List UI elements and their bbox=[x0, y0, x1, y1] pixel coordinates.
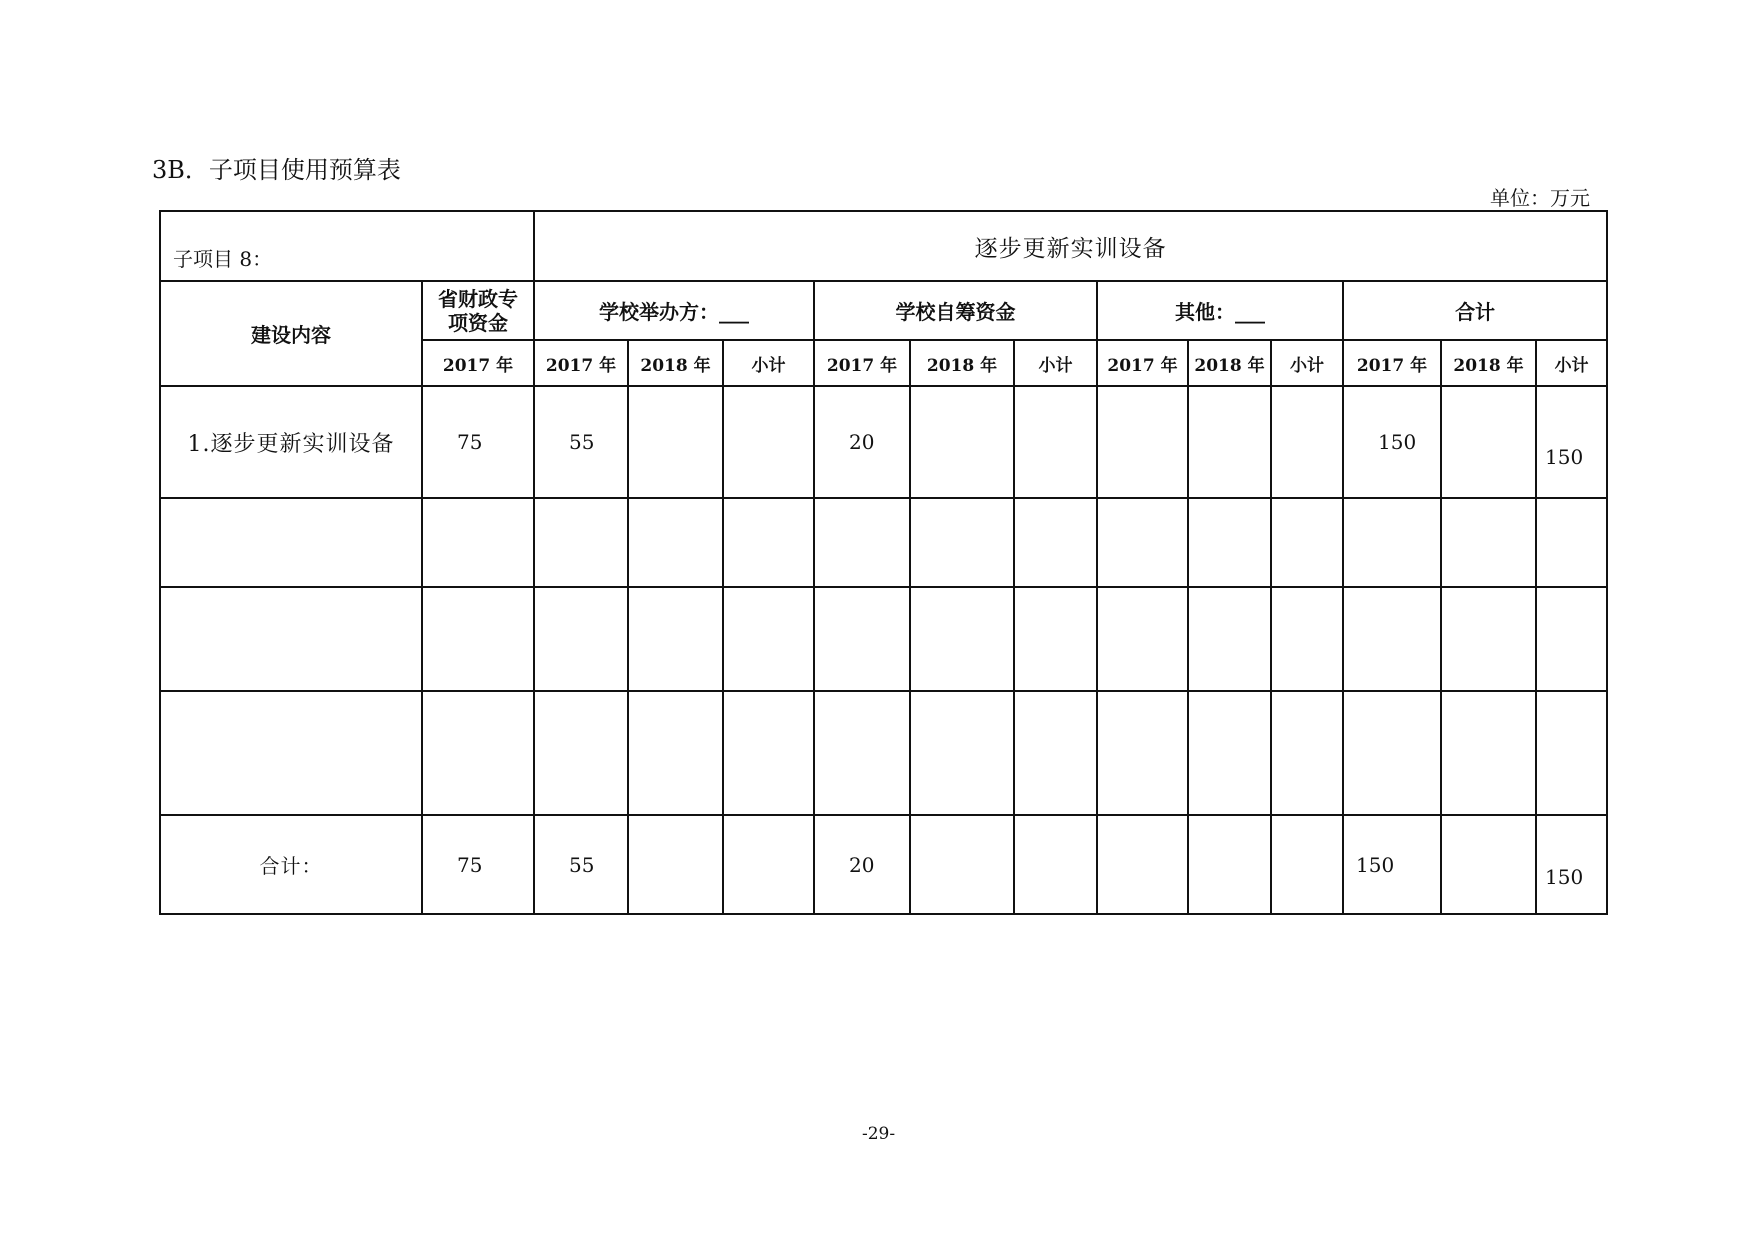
empty-cell bbox=[1097, 691, 1188, 815]
empty-cell bbox=[1271, 498, 1343, 587]
empty-cell bbox=[723, 498, 814, 587]
sum-provincial-2017: 75 bbox=[422, 815, 534, 914]
row-other-2017 bbox=[1097, 386, 1188, 498]
empty-cell bbox=[1343, 498, 1441, 587]
subtotal-header: 小计 bbox=[1271, 340, 1343, 386]
empty-cell bbox=[910, 498, 1014, 587]
empty-cell bbox=[422, 498, 534, 587]
col-provincial-header: 省财政专项资金 bbox=[422, 281, 534, 340]
page-number: -29- bbox=[862, 1124, 896, 1144]
subproject-label: 子项目 8： bbox=[160, 211, 534, 281]
table-row bbox=[160, 386, 1607, 498]
sum-self-2017: 20 bbox=[814, 815, 910, 914]
empty-cell bbox=[160, 691, 422, 815]
empty-cell bbox=[628, 691, 723, 815]
empty-cell bbox=[534, 587, 628, 691]
empty-cell bbox=[1536, 587, 1607, 691]
empty-cell bbox=[1343, 587, 1441, 691]
table-heading: 3B．子项目使用预算表 bbox=[152, 156, 401, 184]
empty-cell bbox=[1097, 498, 1188, 587]
empty-cell bbox=[160, 498, 422, 587]
empty-cell bbox=[422, 587, 534, 691]
row-other-2018 bbox=[1188, 386, 1271, 498]
year-2017-header: 2017 年 bbox=[1097, 340, 1188, 386]
row-total-2018 bbox=[1441, 386, 1536, 498]
empty-cell bbox=[1097, 587, 1188, 691]
empty-cell bbox=[814, 691, 910, 815]
empty-cell bbox=[1536, 691, 1607, 815]
empty-cell bbox=[1188, 587, 1271, 691]
col-other-header: 其他：___ bbox=[1097, 281, 1343, 340]
row-self-subtotal bbox=[1014, 386, 1097, 498]
sum-sponsor-2018 bbox=[628, 815, 723, 914]
subproject-row bbox=[160, 211, 1607, 281]
col-school-self-header: 学校自筹资金 bbox=[814, 281, 1097, 340]
year-2017-header: 2017 年 bbox=[1343, 340, 1441, 386]
empty-cell bbox=[723, 587, 814, 691]
empty-cell bbox=[628, 498, 723, 587]
empty-cell bbox=[422, 691, 534, 815]
row-sponsor-2017: 55 bbox=[534, 386, 628, 498]
empty-cell bbox=[723, 691, 814, 815]
col-content-header: 建设内容 bbox=[160, 281, 422, 386]
empty-cell bbox=[1271, 691, 1343, 815]
empty-cell bbox=[910, 587, 1014, 691]
row-sponsor-subtotal bbox=[723, 386, 814, 498]
empty-cell bbox=[1271, 587, 1343, 691]
sum-sponsor-subtotal bbox=[723, 815, 814, 914]
col-school-sponsor-header: 学校举办方：___ bbox=[534, 281, 814, 340]
sum-total-2017: 150 bbox=[1343, 815, 1441, 914]
row-sponsor-2018 bbox=[628, 386, 723, 498]
empty-cell bbox=[814, 498, 910, 587]
empty-cell bbox=[1014, 691, 1097, 815]
empty-cell bbox=[1343, 691, 1441, 815]
sum-row bbox=[160, 815, 1607, 914]
row-self-2018 bbox=[910, 386, 1014, 498]
sum-self-subtotal bbox=[1014, 815, 1097, 914]
header-row bbox=[160, 281, 1607, 340]
empty-cell bbox=[1188, 498, 1271, 587]
subtotal-header: 小计 bbox=[723, 340, 814, 386]
row-other-subtotal bbox=[1271, 386, 1343, 498]
sum-other-subtotal bbox=[1271, 815, 1343, 914]
sum-total-2018 bbox=[1441, 815, 1536, 914]
row-self-2017: 20 bbox=[814, 386, 910, 498]
subtotal-header: 小计 bbox=[1536, 340, 1607, 386]
row-provincial-2017: 75 bbox=[422, 386, 534, 498]
empty-cell bbox=[1536, 498, 1607, 587]
table-row bbox=[160, 587, 1607, 691]
col-total-header: 合计 bbox=[1343, 281, 1607, 340]
empty-cell bbox=[1441, 498, 1536, 587]
sum-other-2017 bbox=[1097, 815, 1188, 914]
year-2017-header: 2017 年 bbox=[814, 340, 910, 386]
year-2018-header: 2018 年 bbox=[628, 340, 723, 386]
year-2017-header: 2017 年 bbox=[534, 340, 628, 386]
subproject-name: 逐步更新实训设备 bbox=[534, 211, 1607, 281]
empty-cell bbox=[160, 587, 422, 691]
table-row bbox=[160, 498, 1607, 587]
unit-label: 单位：万元 bbox=[1490, 186, 1590, 210]
empty-cell bbox=[534, 691, 628, 815]
empty-cell bbox=[1188, 691, 1271, 815]
table-row bbox=[160, 691, 1607, 815]
year-2018-header: 2018 年 bbox=[910, 340, 1014, 386]
sum-label: 合计： bbox=[160, 815, 422, 914]
empty-cell bbox=[628, 587, 723, 691]
budget-table bbox=[159, 210, 1608, 915]
empty-cell bbox=[534, 498, 628, 587]
sum-self-2018 bbox=[910, 815, 1014, 914]
year-2017-header: 2017 年 bbox=[422, 340, 534, 386]
empty-cell bbox=[1014, 498, 1097, 587]
row-content: 1.逐步更新实训设备 bbox=[160, 386, 422, 498]
row-total-2017: 150 bbox=[1343, 386, 1441, 498]
sum-total-subtotal: 150 bbox=[1536, 815, 1607, 914]
row-total-subtotal: 150 bbox=[1536, 386, 1607, 498]
empty-cell bbox=[814, 587, 910, 691]
empty-cell bbox=[1441, 587, 1536, 691]
empty-cell bbox=[910, 691, 1014, 815]
sum-other-2018 bbox=[1188, 815, 1271, 914]
empty-cell bbox=[1441, 691, 1536, 815]
year-2018-header: 2018 年 bbox=[1188, 340, 1271, 386]
subtotal-header: 小计 bbox=[1014, 340, 1097, 386]
empty-cell bbox=[1014, 587, 1097, 691]
sum-sponsor-2017: 55 bbox=[534, 815, 628, 914]
year-2018-header: 2018 年 bbox=[1441, 340, 1536, 386]
